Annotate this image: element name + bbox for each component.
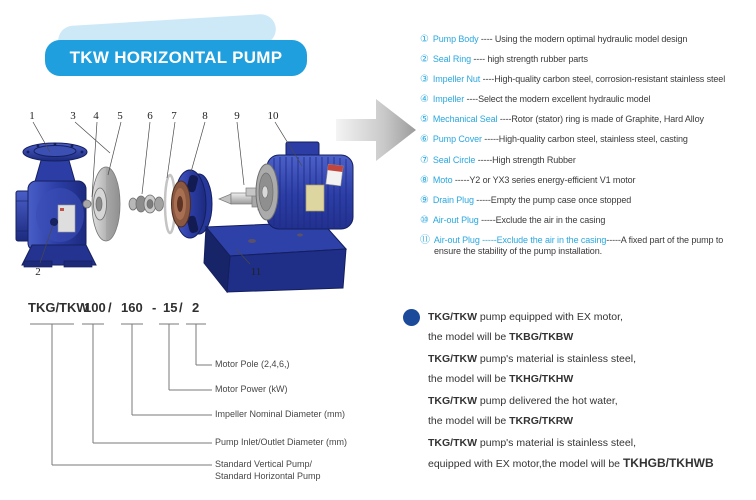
- note-model-code: TKRG/TKRW: [509, 415, 574, 427]
- model-code-separator: /: [108, 300, 112, 315]
- label-standard-pump-line1: Standard Vertical Pump/: [215, 459, 313, 469]
- part-item-8: [420, 175, 752, 187]
- part-item-1: [420, 34, 752, 46]
- note-text: the model will be: [428, 415, 510, 427]
- part-number: ⑪: [420, 234, 430, 246]
- notes-bullet-icon: [403, 309, 420, 326]
- part-name: Air-out Plug: [433, 234, 480, 245]
- page-title: TKW HORIZONTAL PUMP: [69, 48, 283, 67]
- part-name: Moto: [432, 174, 453, 185]
- part-description: -----A fixed part of the pump to ensure the stability of the pump installation.: [434, 234, 724, 257]
- part-description-highlight: -----Exclude the air in the casing: [479, 234, 607, 245]
- part-item-6: [420, 134, 752, 146]
- part-number: ③: [420, 74, 429, 86]
- model-code-series: TKG/TKW: [28, 300, 89, 315]
- part-number: ②: [420, 54, 429, 66]
- mechanical-seal-graphic: [129, 195, 164, 213]
- parts-list: [420, 34, 752, 267]
- note-series: TKG/TKW: [428, 395, 477, 407]
- note-group-4: [428, 433, 752, 474]
- note-series: TKG/TKW: [428, 437, 477, 449]
- model-variant-notes: [428, 307, 752, 476]
- label-motor-pole: Motor Pole (2,4,6,): [215, 359, 290, 369]
- note-text: pump delivered the hot water,: [477, 395, 618, 407]
- model-code-separator: /: [179, 300, 183, 315]
- label-impeller-diameter: Impeller Nominal Diameter (mm): [215, 409, 346, 419]
- label-standard-pump-line2: Standard Horizontal Pump: [215, 471, 321, 481]
- part-name: Pump Cover: [432, 134, 482, 145]
- right-arrow-graphic: [336, 93, 420, 167]
- callout-2: 2: [35, 266, 41, 278]
- note-text: equipped with EX motor,the model will be: [428, 458, 623, 470]
- part-description: ----High-quality carbon steel, corrosion-resistant stainless steel: [480, 74, 726, 85]
- part-number: ⑧: [420, 174, 429, 186]
- model-code-inlet: 100: [84, 300, 106, 315]
- callout-3: 3: [70, 110, 76, 122]
- note-group-3: [428, 391, 752, 431]
- part-number: ⑨: [420, 194, 429, 206]
- part-item-4: [420, 94, 752, 106]
- note-series: TKG/TKW: [428, 311, 477, 323]
- note-line: [428, 433, 752, 453]
- part-number: ④: [420, 94, 429, 106]
- part-description: -----Exclude the air in the casing: [478, 214, 606, 225]
- part-name: Mechanical Seal: [432, 114, 498, 125]
- note-text: pump's material is stainless steel,: [477, 437, 636, 449]
- part-item-7: [420, 155, 752, 167]
- model-code-impeller: 160: [121, 300, 143, 315]
- part-name: Seal Ring: [432, 54, 471, 65]
- callout-7: 7: [171, 110, 177, 122]
- part-number: ⑤: [420, 114, 429, 126]
- part-description: -----Y2 or YX3 series energy-efficient V1 motor: [452, 174, 636, 185]
- part-number: ⑩: [420, 214, 429, 226]
- part-description: ---- high strength rubber parts: [471, 54, 588, 65]
- part-description: ----Rotor (stator) ring is made of Graphite, Hard Alloy: [497, 114, 704, 125]
- model-code-pole: 2: [192, 300, 200, 315]
- part-description: ----Select the modern excellent hydraulic model: [464, 94, 651, 105]
- part-description: ---- Using the modern optimal hydraulic model design: [478, 34, 688, 44]
- part-name: Air-out Plug: [432, 214, 479, 225]
- note-series: TKG/TKW: [428, 353, 477, 365]
- label-inlet-outlet-diameter: Pump Inlet/Outlet Diameter (mm): [215, 437, 348, 447]
- part-description: -----Empty the pump case once stopped: [473, 194, 632, 205]
- callout-11: 11: [250, 266, 262, 278]
- callout-10: 10: [267, 110, 279, 122]
- note-line: [428, 327, 752, 347]
- part-number: ⑥: [420, 134, 429, 146]
- part-item-9: [420, 195, 752, 207]
- callout-9: 9: [234, 110, 240, 122]
- callout-1: 1: [29, 110, 35, 122]
- part-item-11: [420, 235, 752, 258]
- part-name: Pump Body: [432, 34, 479, 44]
- note-model-code: TKHGB/TKHWB: [622, 456, 714, 470]
- callout-8: 8: [202, 110, 208, 122]
- part-name: Drain Plug: [432, 194, 474, 205]
- part-number: ①: [420, 34, 429, 45]
- note-line: [428, 349, 752, 369]
- page-title-banner: [45, 40, 307, 76]
- part-item-3: [420, 74, 752, 86]
- part-name: Impeller: [432, 94, 465, 105]
- part-name: Seal Circle: [432, 154, 476, 165]
- label-motor-power: Motor Power (kW): [215, 384, 288, 394]
- part-number: ⑦: [420, 154, 429, 166]
- part-item-2: [420, 54, 752, 66]
- note-line: [428, 369, 752, 389]
- note-group-1: [428, 307, 752, 347]
- part-description: -----High-quality carbon steel, stainless steel, casting: [481, 134, 688, 145]
- note-line: [428, 411, 752, 431]
- callout-6: 6: [147, 110, 153, 122]
- note-model-code: TKBG/TKBW: [509, 331, 574, 343]
- motor-base-graphic: [204, 222, 346, 292]
- note-text: the model will be: [428, 331, 510, 343]
- impeller-graphic: [83, 167, 120, 241]
- model-code-separator: -: [152, 300, 157, 315]
- arrow-shape: [336, 99, 416, 161]
- callout-4: 4: [93, 110, 99, 122]
- part-description: -----High strength Rubber: [475, 154, 576, 165]
- note-text: pump's material is stainless steel,: [477, 353, 636, 365]
- note-model-code: TKHG/TKHW: [509, 373, 574, 385]
- note-line: [428, 391, 752, 411]
- part-item-10: [420, 215, 752, 227]
- note-line: [428, 453, 752, 474]
- note-text: pump equipped with EX motor,: [477, 311, 623, 323]
- model-code-power: 15: [163, 300, 178, 315]
- note-line: [428, 307, 752, 327]
- part-item-5: [420, 114, 752, 126]
- callout-5: 5: [117, 110, 123, 122]
- part-name: Impeller Nut: [432, 74, 481, 85]
- note-group-2: [428, 349, 752, 389]
- note-text: the model will be: [428, 373, 510, 385]
